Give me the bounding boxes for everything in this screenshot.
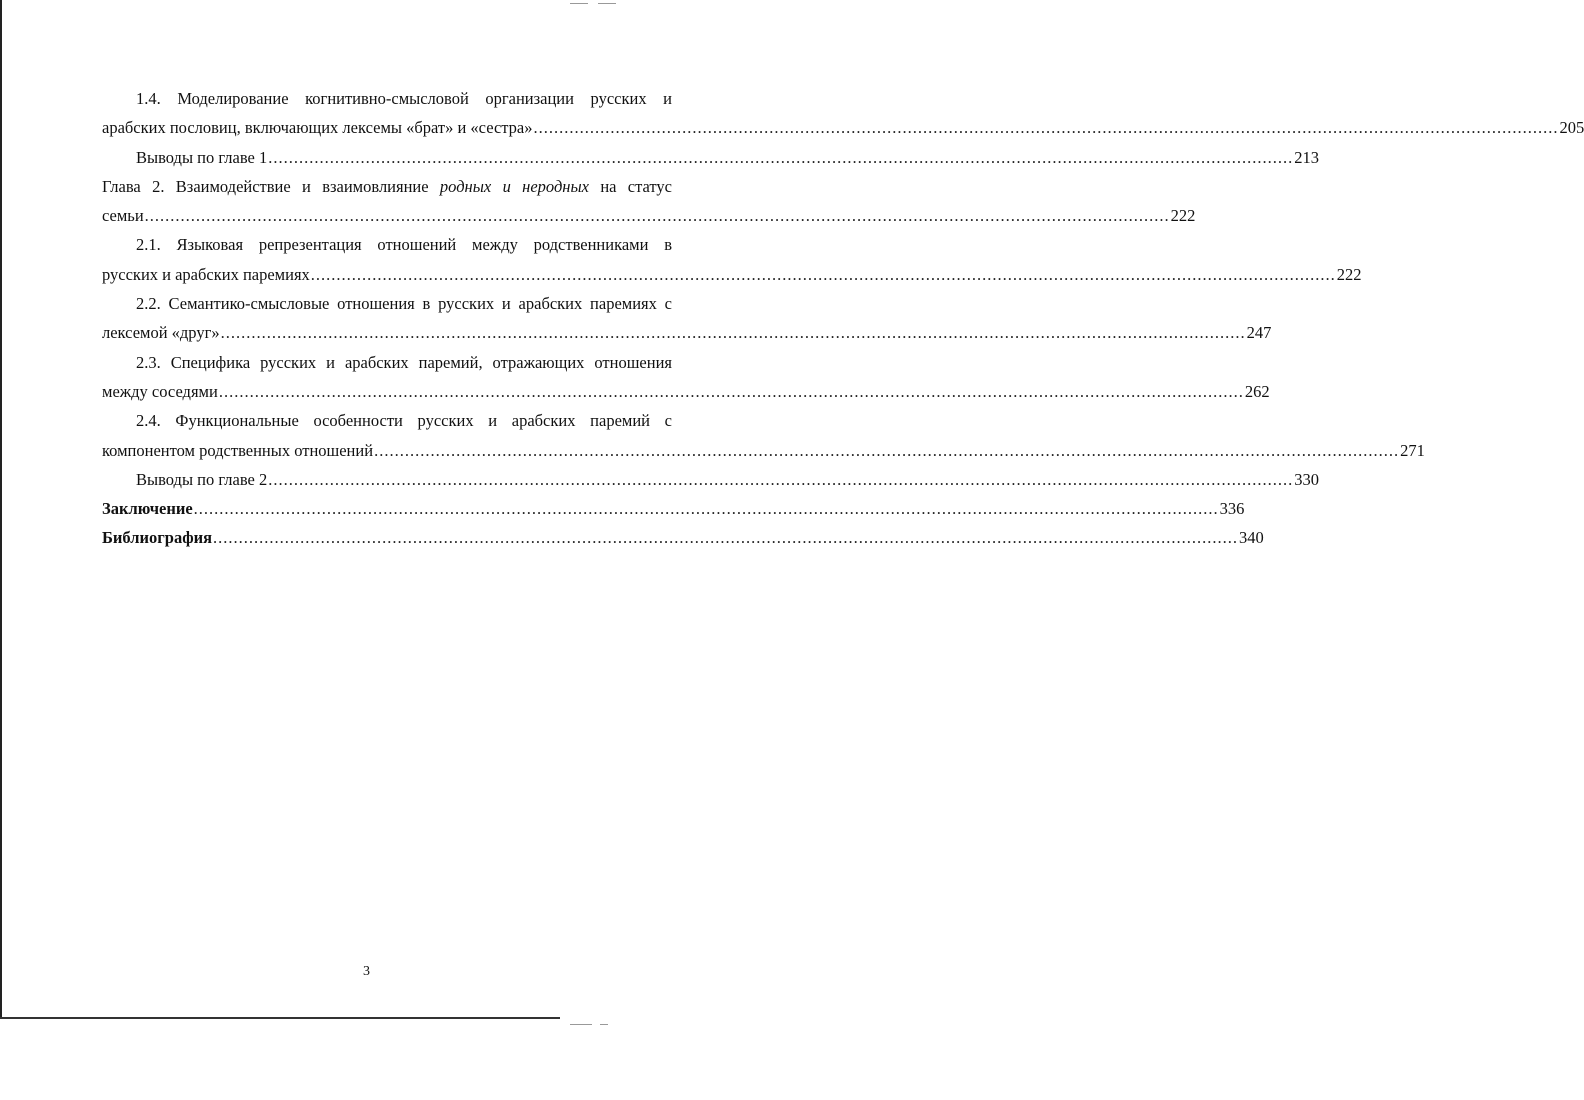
toc-page-number: 222	[1170, 206, 1196, 226]
toc-entry-title: Выводы по главе 1	[136, 147, 268, 167]
scan-mark	[570, 3, 588, 4]
page-number: 3	[363, 964, 370, 979]
dot-leader: ........................................................................................................................................................................................................	[374, 440, 1400, 460]
toc-page-number: 271	[1400, 440, 1425, 460]
scan-mark	[598, 3, 616, 4]
dot-leader: ........................................................................................................................................................................................................	[268, 469, 1294, 489]
dot-leader: ........................................................................................................................................................................................................	[310, 264, 1336, 284]
scan-mark	[570, 1024, 592, 1025]
toc-entry-title: 1.4. Моделирование когнитивно-смысловой организации русских и	[136, 89, 672, 108]
italic-phrase: родных и неродных	[439, 176, 589, 196]
toc-page-number: 205	[1559, 118, 1584, 138]
toc-entry-title: 2.2. Семантико-смысловые отношения в русских и арабских паремиях с	[136, 294, 672, 314]
toc-entry-conclusions-2	[102, 465, 1319, 494]
toc-entry-conclusions-1	[102, 143, 1319, 172]
dot-leader: ........................................................................................................................................................................................................	[213, 528, 1239, 548]
toc-entry-title: Заключение	[102, 499, 193, 519]
toc-entry-conclusion	[102, 494, 1245, 523]
dot-leader: ........................................................................................................................................................................................................	[193, 499, 1219, 519]
dot-leader: ........................................................................................................................................................................................................	[268, 147, 1294, 167]
toc-page-number: 262	[1244, 381, 1270, 401]
scan-edge-left	[0, 0, 2, 1018]
dot-leader: ........................................................................................................................................................................................................	[144, 206, 1170, 226]
toc-page-number: 340	[1239, 528, 1264, 548]
toc-entry-title: 2.4. Функциональные особенности русских и арабских паремий с	[136, 411, 672, 431]
toc-entry-2-4	[102, 406, 1425, 465]
scan-edge-bottom	[0, 1017, 560, 1019]
toc-entry-title: Выводы по главе 2	[136, 469, 268, 489]
toc-entry-title-cont: русских и арабских паремиях	[102, 264, 310, 284]
dot-leader: ........................................................................................................................................................................................................	[218, 381, 1244, 401]
table-of-contents	[102, 84, 1584, 553]
toc-page-number: 213	[1294, 147, 1319, 167]
toc-page-number: 247	[1246, 323, 1272, 343]
toc-entry-title-cont: компонентом родственных отношений	[102, 440, 374, 460]
toc-page-number: 336	[1219, 499, 1245, 519]
toc-entry-title-cont: арабских пословиц, включающих лексемы «брат» и «сестра»	[102, 118, 533, 138]
toc-page-number: 222	[1336, 264, 1362, 284]
scan-mark	[600, 1024, 608, 1025]
toc-entry-2-1	[102, 230, 1362, 289]
toc-entry-title-cont: между соседями	[102, 381, 218, 401]
toc-entry-title: Библиография	[102, 528, 213, 548]
toc-entry-title: 2.1. Языковая репрезентация отношений между родственниками в	[136, 235, 672, 255]
toc-page-number: 330	[1294, 469, 1319, 489]
toc-entry-chapter-2	[102, 172, 1196, 231]
dot-leader: ........................................................................................................................................................................................................	[533, 118, 1559, 138]
toc-entry-title-cont: лексемой «друг»	[102, 323, 220, 343]
toc-entry-2-2	[102, 289, 1272, 348]
toc-entry-bibliography	[102, 523, 1264, 552]
toc-entry-title: 2.3. Специфика русских и арабских паремий, отражающих отношения	[136, 352, 672, 372]
dot-leader: ........................................................................................................................................................................................................	[220, 323, 1246, 343]
toc-entry-title: Глава 2. Взаимодействие и взаимовлияние родных и неродных на статус	[102, 176, 673, 196]
toc-entry-2-3	[102, 348, 1270, 407]
toc-entry-1-4	[102, 84, 1584, 143]
toc-entry-title-cont: семьи	[102, 206, 144, 226]
